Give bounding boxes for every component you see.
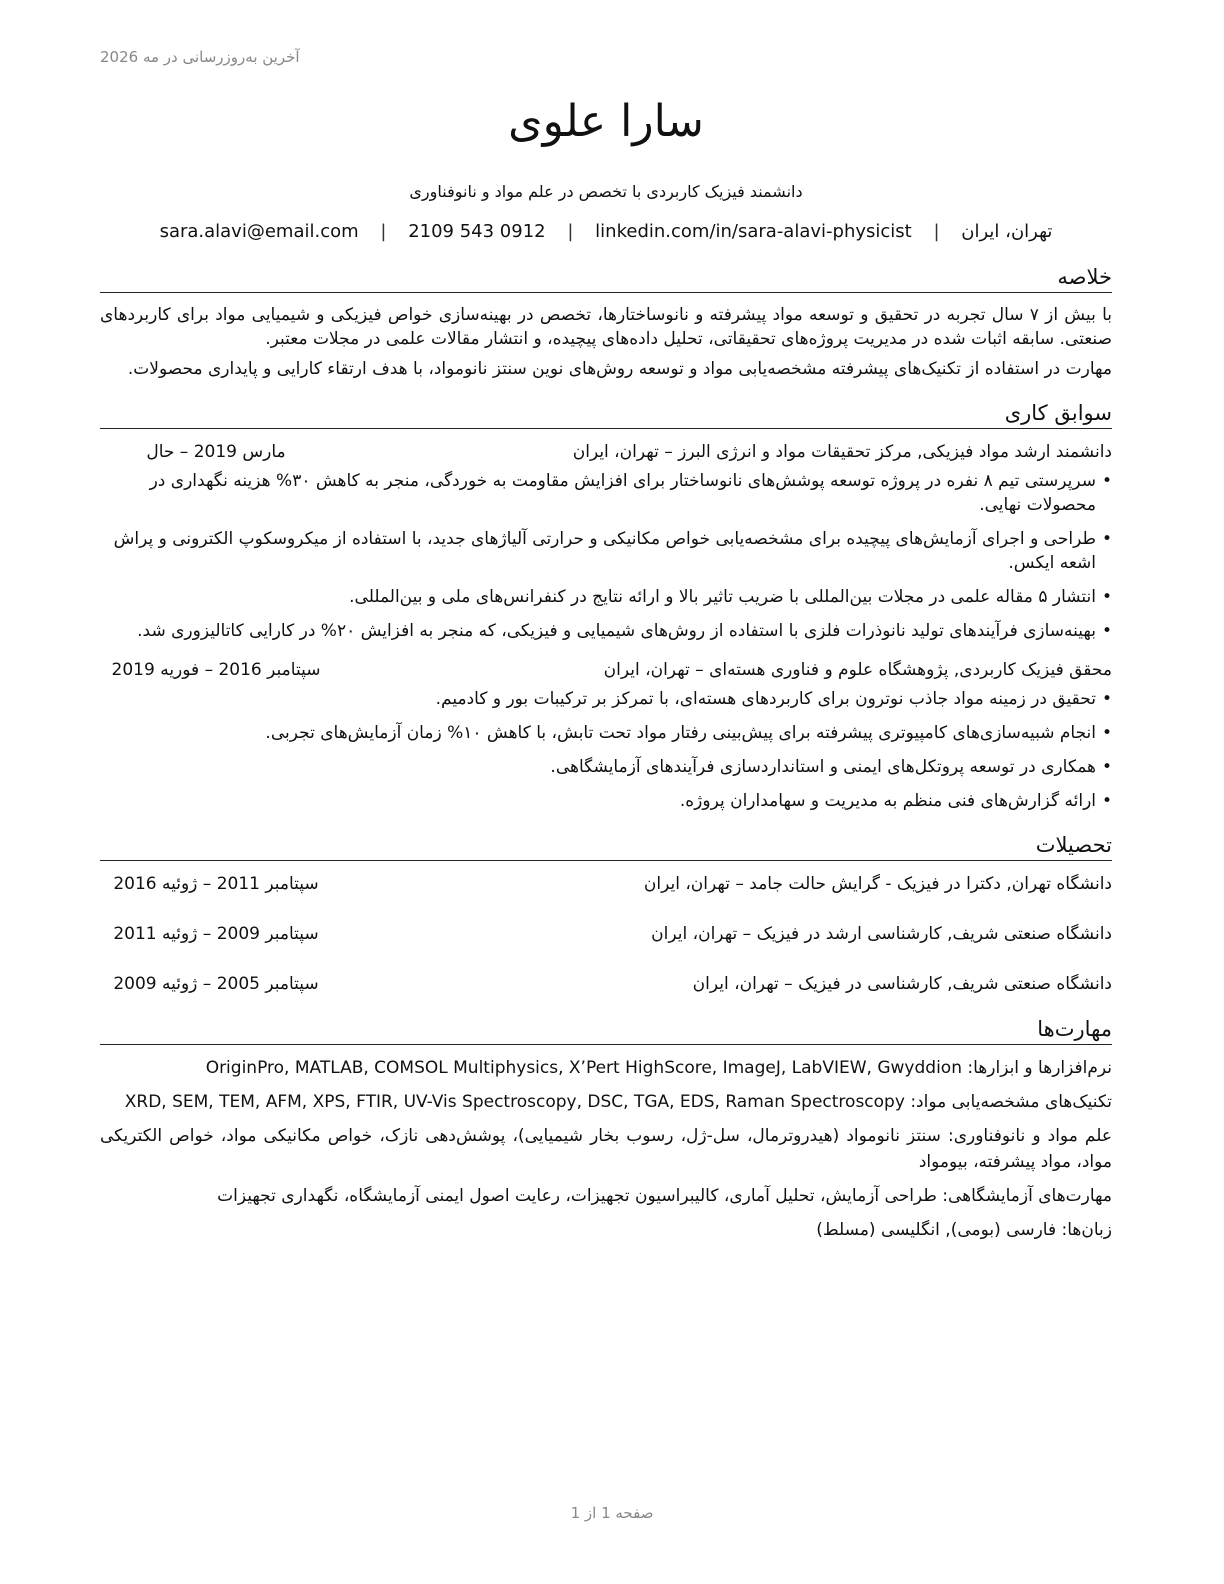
bullet-dot-icon: • bbox=[1101, 689, 1112, 710]
contact-email[interactable]: sara.alavi@email.com bbox=[159, 221, 359, 243]
contact-separator: | bbox=[380, 221, 387, 243]
education-entry bbox=[100, 871, 1112, 897]
bullet-dot-icon: • bbox=[1101, 757, 1112, 778]
page-number: صفحه 1 از 1 bbox=[570, 1504, 654, 1522]
contact-linkedin[interactable]: linkedin.com/in/sara-alavi-physicist bbox=[595, 221, 912, 243]
bullet-dot-icon: • bbox=[1101, 529, 1112, 550]
resume-page bbox=[100, 40, 1112, 1251]
contact-line bbox=[100, 219, 1112, 245]
education-text: دانشگاه صنعتی شریف, کارشناسی در فیزیک – تهران، ایران bbox=[692, 974, 1112, 995]
education-dates: سپتامبر 2011 – ژوئیه 2016 bbox=[113, 874, 319, 895]
job-bullet: • طراحی و اجرای آزمایش‌های پیچیده برای مشخصه‌یابی خواص مکانیکی و حرارتی آلیاژهای جدید، با استفاده از میکروسکوپ الکترونی و پراش اشعه ایکس. bbox=[113, 529, 1112, 574]
job-dates: مارس 2019 – حال bbox=[146, 442, 286, 463]
contact-location: تهران، ایران bbox=[961, 221, 1053, 243]
skill-label: زبان‌ها: bbox=[1061, 1220, 1112, 1241]
education-dates: سپتامبر 2009 – ژوئیه 2011 bbox=[113, 924, 319, 945]
contact-separator: | bbox=[567, 221, 574, 243]
job-bullet: • بهینه‌سازی فرآیندهای تولید نانوذرات فلزی با استفاده از روش‌های شیمیایی و فیزیکی، که منجر به افزایش ۲۰% در کارایی کاتالیزوری شد. bbox=[137, 621, 1112, 642]
bullet-dot-icon: • bbox=[1101, 791, 1112, 812]
job-bullet: • تحقیق در زمینه مواد جاذب نوترون برای کاربردهای هسته‌ای، با تمرکز بر ترکیبات بور و کادمیم. bbox=[435, 689, 1112, 710]
skill-label: تکنیک‌های مشخصه‌یابی مواد: bbox=[910, 1092, 1112, 1113]
education-entry bbox=[100, 921, 1112, 947]
education-text: دانشگاه تهران, دکترا در فیزیک - گرایش حالت جامد – تهران، ایران bbox=[643, 874, 1112, 895]
bullet-dot-icon: • bbox=[1101, 723, 1112, 744]
job-bullet: • همکاری در توسعه پروتکل‌های ایمنی و استانداردسازی فرآیندهای آزمایشگاهی. bbox=[550, 757, 1112, 778]
contact-phone: 2109 543 0912 bbox=[408, 221, 546, 243]
person-name: سارا علوی bbox=[508, 96, 704, 147]
skill-line bbox=[100, 1183, 1112, 1209]
education-text: دانشگاه صنعتی شریف, کارشناسی ارشد در فیزیک – تهران، ایران bbox=[651, 924, 1112, 945]
skill-value: سنتز نانومواد (هیدروترمال، سل-ژل، رسوب بخار شیمیایی)، پوشش‌دهی نازک، خواص مکانیکی مواد، خواص الکتریکی مواد، مواد پیشرفته، بیومواد bbox=[100, 1126, 1112, 1173]
skill-label: علم مواد و نانوفناوری: bbox=[947, 1126, 1112, 1147]
job-heading: محقق فیزیک کاربردی, پژوهشگاه علوم و فناوری هسته‌ای – تهران، ایران bbox=[603, 660, 1112, 681]
bullet-dot-icon: • bbox=[1101, 587, 1112, 608]
experience-section-title: سوابق کاری bbox=[100, 399, 1112, 429]
bullet-dot-icon: • bbox=[1101, 621, 1112, 642]
summary-section-title: خلاصه bbox=[100, 263, 1112, 293]
skill-value: OriginPro, MATLAB, COMSOL Multiphysics, X’Pert HighScore, ImageJ, LabVIEW, Gwyddion bbox=[205, 1058, 962, 1079]
education-dates: سپتامبر 2005 – ژوئیه 2009 bbox=[113, 974, 319, 995]
job-entry bbox=[100, 439, 1112, 643]
skill-value: طراحی آزمایش، تحلیل آماری، کالیبراسیون تجهیزات، رعایت اصول ایمنی آزمایشگاه، نگهداری تجهیزات bbox=[217, 1186, 937, 1207]
job-entry bbox=[100, 657, 1112, 813]
skills-section-title: مهارت‌ها bbox=[100, 1015, 1112, 1045]
skill-line bbox=[100, 1217, 1112, 1243]
bullet-dot-icon: • bbox=[1101, 471, 1112, 492]
headline: دانشمند فیزیک کاربردی با تخصص در علم مواد و نانوفناوری bbox=[409, 182, 803, 202]
education-entry bbox=[100, 971, 1112, 997]
summary-paragraph: با بیش از ۷ سال تجربه در تحقیق و توسعه مواد پیشرفته و نانوساختارها، تخصص در بهینه‌سازی خواص فیزیکی و شیمیایی مواد برای کاربردهای صنعتی. سابقه اثبات شده در مدیریت پروژه‌های تحقیقاتی، تحلیل داده‌های پیچیده، و انتشار مقالات علمی در مجلات معتبر. bbox=[100, 305, 1112, 350]
summary-paragraph: مهارت در استفاده از تکنیک‌های پیشرفته مشخصه‌یابی مواد و توسعه روش‌های نوین سنتز نانومواد، با هدف ارتقاء کارایی و پایداری محصولات. bbox=[127, 359, 1112, 380]
education-section-title: تحصیلات bbox=[100, 831, 1112, 861]
skill-label: نرم‌افزارها و ابزارها: bbox=[967, 1058, 1112, 1079]
job-dates: سپتامبر 2016 – فوریه 2019 bbox=[111, 660, 321, 681]
last-updated-note: آخرین به‌روزرسانی در مه 2026 bbox=[100, 48, 300, 66]
skill-value: فارسی (بومی), انگلیسی (مسلط) bbox=[816, 1220, 1057, 1241]
skill-label: مهارت‌های آزمایشگاهی: bbox=[942, 1186, 1112, 1207]
contact-separator: | bbox=[933, 221, 940, 243]
skill-line bbox=[100, 1123, 1112, 1175]
job-bullet: • سرپرستی تیم ۸ نفره در پروژه توسعه پوشش‌های نانوساختار برای افزایش مقاومت به خوردگی، منجر به کاهش ۳۰% هزینه نگهداری در محصولات نهایی. bbox=[149, 471, 1112, 516]
skill-line bbox=[100, 1089, 1112, 1115]
job-bullet: • ارائه گزارش‌های فنی منظم به مدیریت و سهامداران پروژه. bbox=[679, 791, 1112, 812]
job-bullet: • انجام شبیه‌سازی‌های کامپیوتری پیشرفته برای پیش‌بینی رفتار مواد تحت تابش، با کاهش ۱۰% زمان آزمایش‌های تجربی. bbox=[265, 723, 1112, 744]
skill-line bbox=[100, 1055, 1112, 1081]
skill-value: XRD, SEM, TEM, AFM, XPS, FTIR, UV-Vis Spectroscopy, DSC, TGA, EDS, Raman Spectroscopy bbox=[124, 1092, 905, 1113]
job-heading: دانشمند ارشد مواد فیزیکی, مرکز تحقیقات مواد و انرژی البرز – تهران، ایران bbox=[572, 442, 1112, 463]
job-bullet: • انتشار ۵ مقاله علمی در مجلات بین‌المللی با ضریب تاثیر بالا و ارائه نتایج در کنفرانس‌های ملی و بین‌المللی. bbox=[349, 587, 1112, 608]
